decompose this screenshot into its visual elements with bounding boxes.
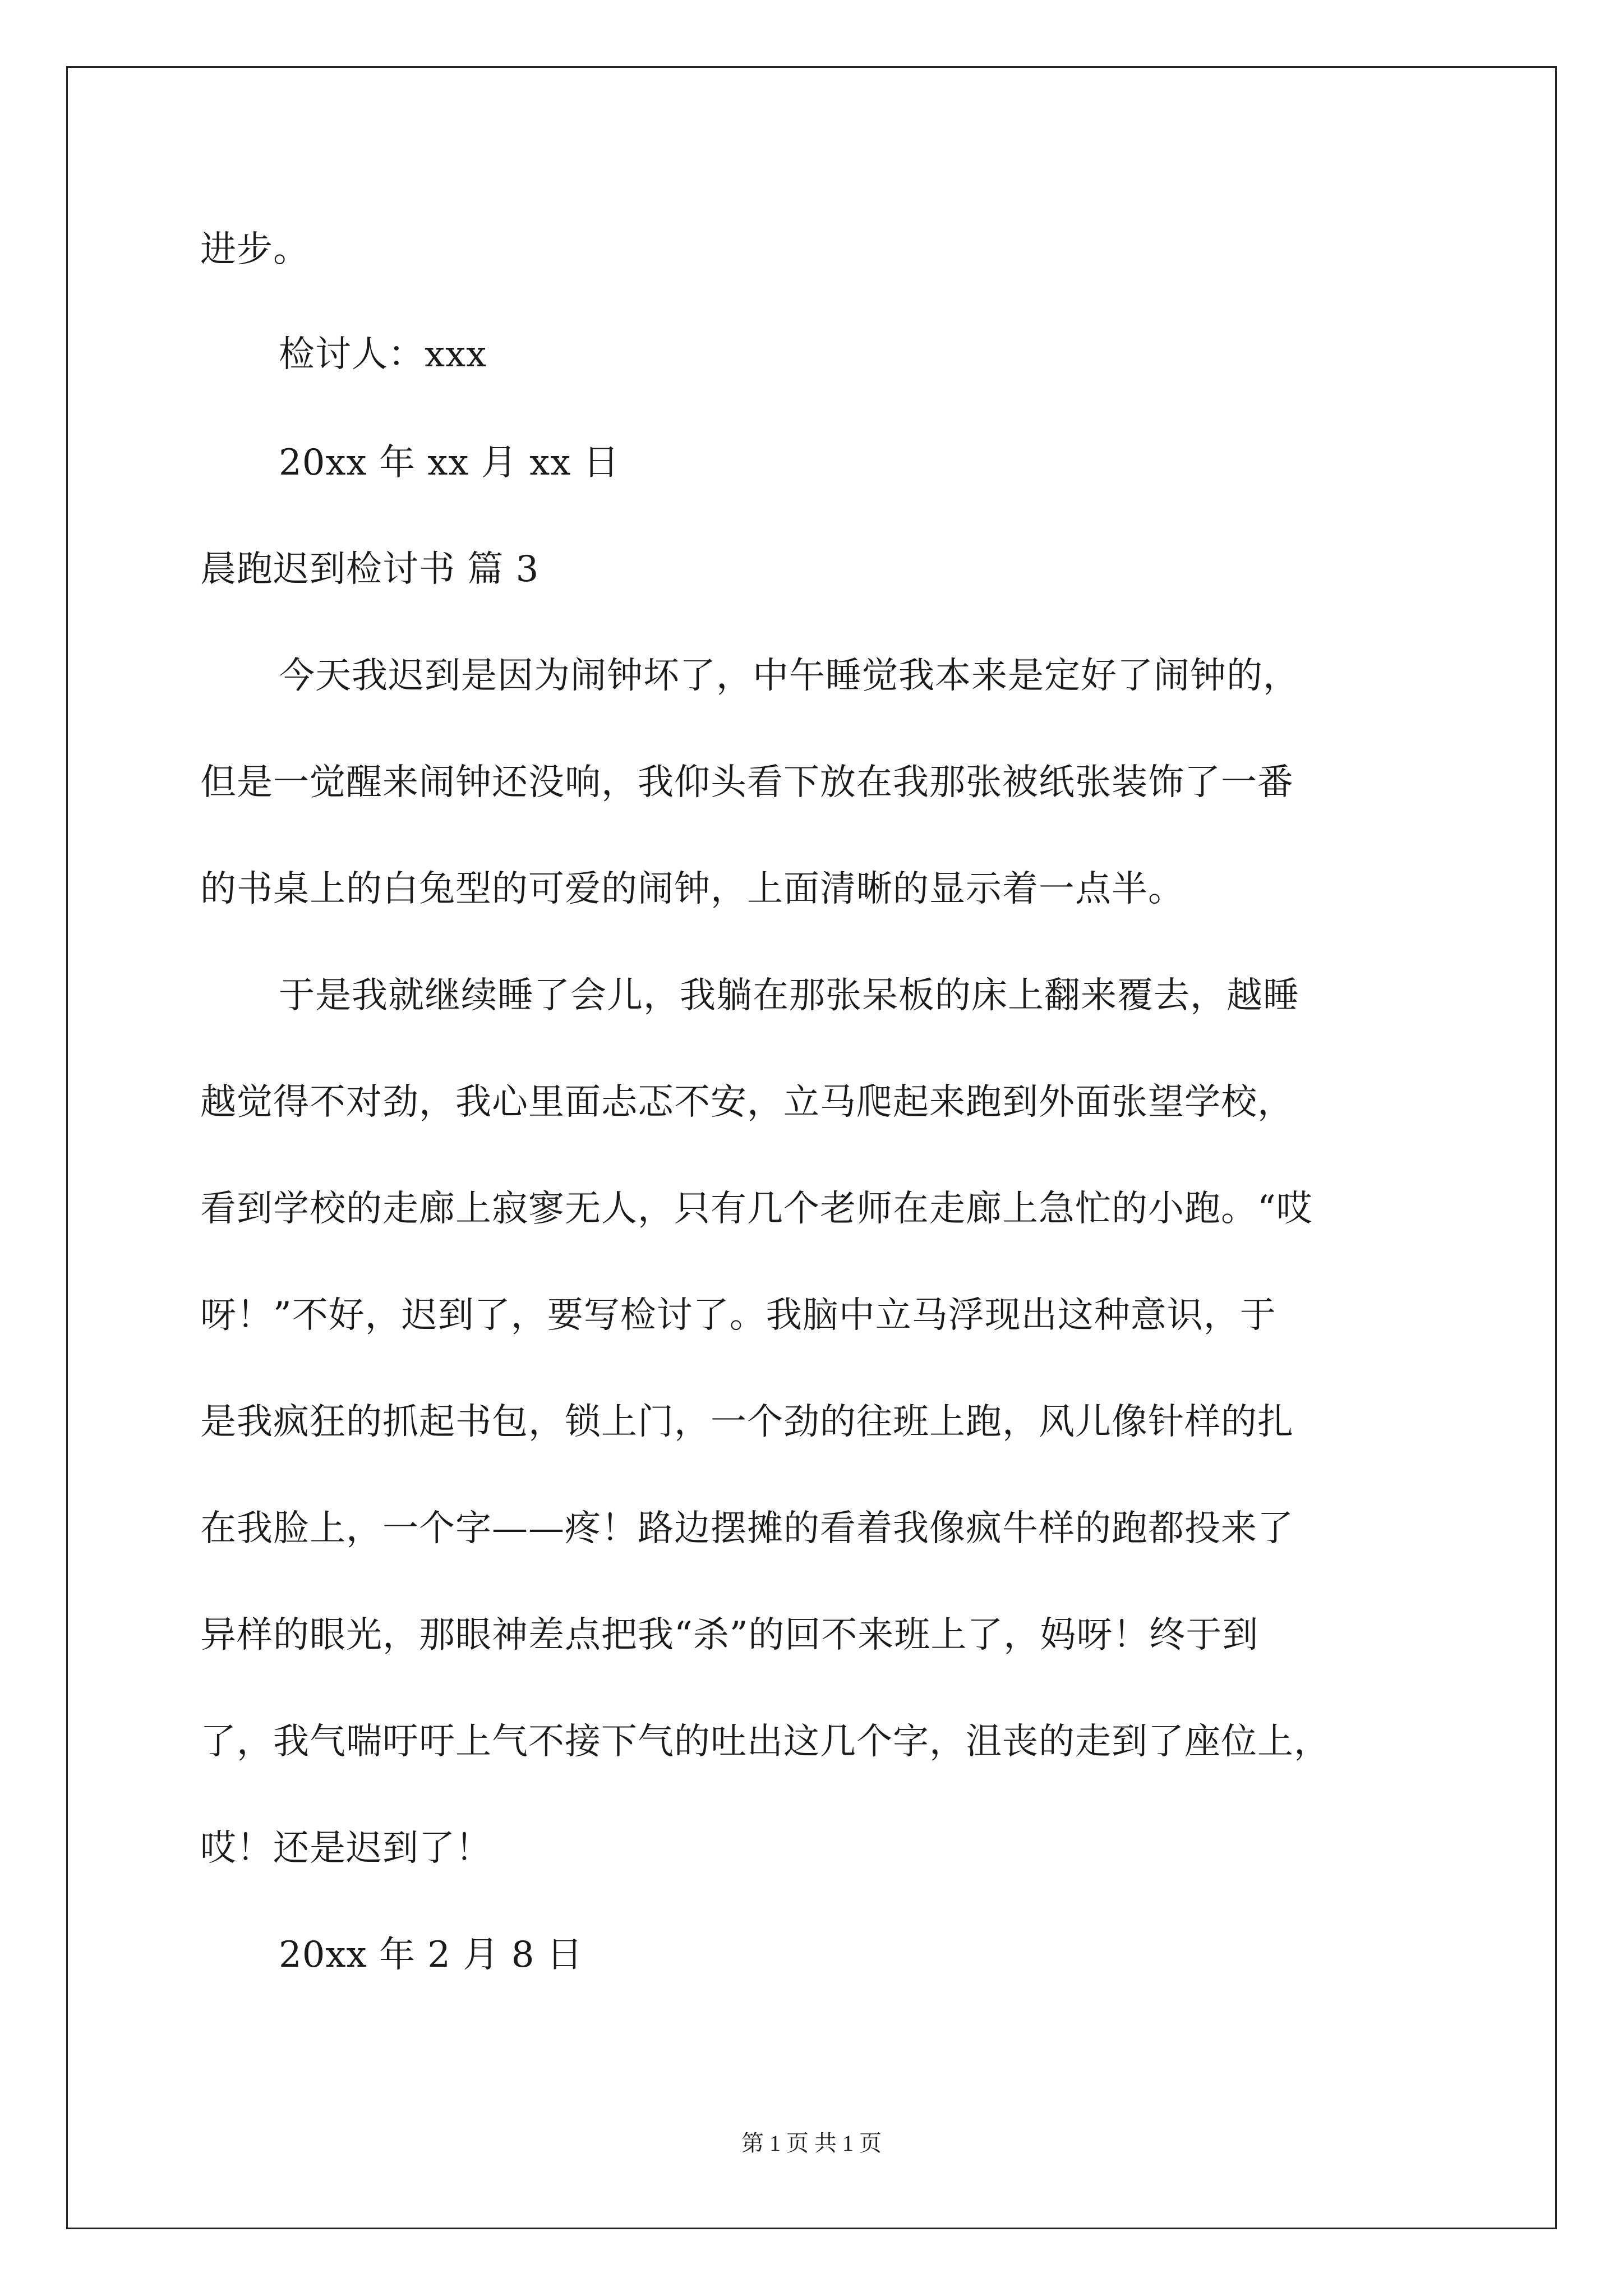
paragraph-line: 呀！”不好，迟到了，要写检讨了。我脑中立马浮现出这种意识，于 xyxy=(200,1295,1276,1336)
paragraph-line: 于是我就继续睡了会儿，我躺在那张呆板的床上翻来覆去，越睡 xyxy=(279,975,1299,1016)
paragraph-line: 是我疯狂的抓起书包，锁上门，一个劲的往班上跑，风儿像针样的扎 xyxy=(200,1401,1294,1443)
paragraph-line: 看到学校的走廊上寂寥无人，只有几个老师在走廊上急忙的小跑。“哎 xyxy=(200,1188,1313,1230)
paragraph-line: 的书桌上的白兔型的可爱的闹钟，上面清晰的显示着一点半。 xyxy=(200,868,1184,910)
text-line-continuation: 进步。 xyxy=(200,229,310,270)
signature-line: 检讨人：xxx xyxy=(279,334,487,375)
date-line: 20xx 年 xx 月 xx 日 xyxy=(279,442,620,484)
paragraph-line: 今天我迟到是因为闹钟坏了，中午睡觉我本来是定好了闹钟的， xyxy=(279,655,1299,697)
page-footer: 第 1 页 共 1 页 xyxy=(741,2131,882,2156)
closing-date-line: 20xx 年 2 月 8 日 xyxy=(279,1934,583,1976)
paragraph-line: 越觉得不对劲，我心里面忐忑不安，立马爬起来跑到外面张望学校， xyxy=(200,1082,1294,1123)
paragraph-line: 在我脸上，一个字——疼！路边摆摊的看着我像疯牛样的跑都投来了 xyxy=(200,1508,1294,1549)
paragraph-line: 了，我气喘吁吁上气不接下气的吐出这几个字，沮丧的走到了座位上， xyxy=(200,1721,1330,1763)
paragraph-line: 但是一觉醒来闹钟还没响，我仰头看下放在我那张被纸张装饰了一番 xyxy=(200,762,1294,803)
paragraph-line: 异样的眼光，那眼神差点把我“杀”的回不来班上了，妈呀！终于到 xyxy=(200,1614,1259,1656)
paragraph-line: 哎！还是迟到了！ xyxy=(200,1828,492,1869)
page-frame xyxy=(66,66,1557,2229)
section-title: 晨跑迟到检讨书 篇 3 xyxy=(200,549,540,590)
